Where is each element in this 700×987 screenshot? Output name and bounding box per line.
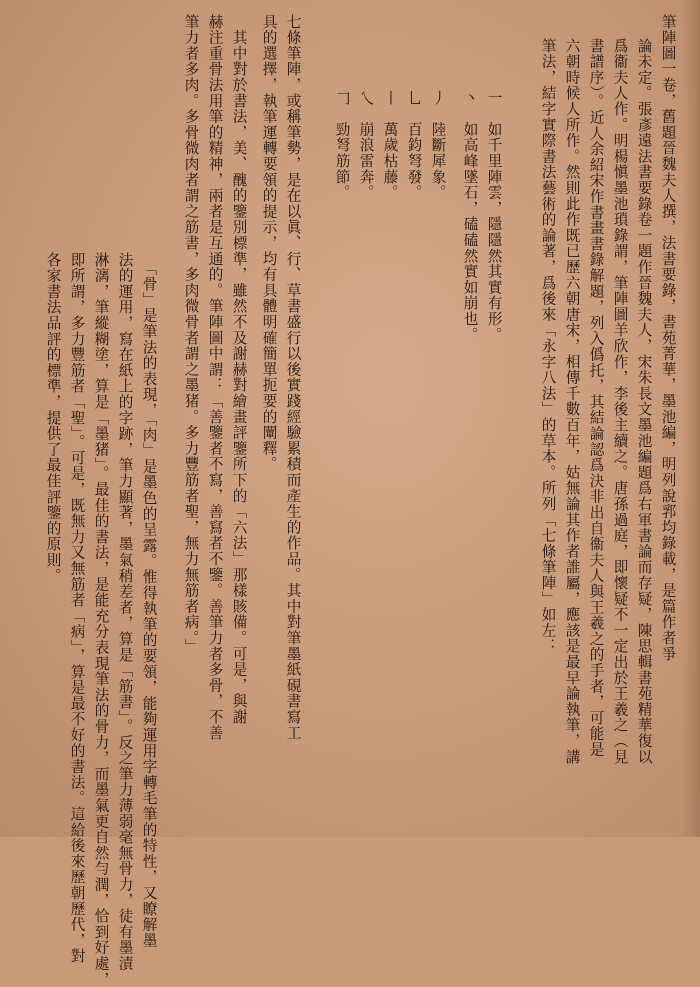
brush-stroke-item: 丨 萬歲枯藤。 [381, 90, 399, 201]
text-column: 筆陣圖一卷，舊題晉魏夫人撰，法書要錄，書苑菁華，墨池編，明列說郛均錄載，是篇作者爭 [659, 14, 677, 662]
text-column: 其中對於書法，美、醜的鑒別標準，雖然不及謝赫對繪畫評鑒所下的「六法」那樣賅備。可是，與謝 [230, 14, 248, 725]
brush-stroke-item: 丿 陸斷犀象。 [429, 90, 447, 201]
text-column: 「骨」是筆法的表現，「肉」是墨色的呈露。惟得執筆的要領，能夠運用字轉毛筆的特性，又瞭解墨 [140, 252, 158, 949]
text-column: 各家書法品評的標準，提供了最佳評鑒的原則。 [44, 252, 62, 584]
brush-stroke-item: 乚 百鈞弩發。 [405, 90, 423, 201]
text-column: 筆力者多肉。多骨微肉者謂之筋書，多肉微骨者謂之墨猪。多力豐筋者聖，無力無筋者病。」 [182, 14, 200, 655]
text-column: 七條筆陣，或稱筆勢，是在以眞、行、草書盛行以後實踐經驗累積而產生的作品。其中對筆墨紙硯書寫工 [284, 14, 302, 741]
text-column: 法的運用，寫在紙上的字跡，筆力顯著，墨氣稍差者，算是「筋書」。反之筆力薄弱毫無骨力，徒有墨漬 [116, 252, 134, 972]
text-column: 赫注重骨法用筆的精神，兩者是互通的。筆陣圖中謂：「善鑒者不寫，善寫者不鑒。善筆力者多骨，不善 [206, 14, 224, 741]
page-edge-shadow [682, 0, 700, 837]
text-column: 筆法，結字實際書法藝術的論著，爲後來「永字八法」的草本。所列「七條筆陣」如左： [539, 38, 557, 655]
brush-stroke-item: 𠃌 勁弩筋節。 [333, 90, 351, 201]
text-column: 具的選擇，執筆運轉要領的提示，均有具體明確簡單扼要的闡釋。 [260, 14, 278, 473]
text-column: 書譜序）。近人余紹宋作書畫書錄解題，列入僞托，其結論認爲決非出自衞夫人與王羲之的手者，可能是 [587, 38, 605, 758]
text-column: 即所謂，多力豐筋者「聖」。可是，既無力又無筋者「病」，算是最不好的書法。這給後來歷朝歷代，對 [68, 252, 86, 965]
text-column: 爲衞夫人作。明楊愼墨池瑣錄謂，筆陣圖羊欣作，李後主續之。唐孫過庭，即懷疑不一定出於王羲之（見 [611, 38, 629, 765]
brush-stroke-item: 丶 如高峰墜石，磕磕然實如崩也。 [461, 90, 479, 343]
brush-stroke-item: 乀 崩浪雷奔。 [357, 90, 375, 201]
text-column: 六朝時候人所作。然則此作既已歷六朝唐宋，相傳千數百年，姑無論其作者誰屬，應該是最早論執筆，講 [563, 38, 581, 765]
text-column: 淋漓，筆縱糊塗，算是「墨猪」。最佳的書法，是能充分表現筆法的骨力，而墨氣更自然勻潤，恰到好處， [92, 252, 110, 987]
brush-stroke-item: 一 如千里陣雲，隱隱然其實有形。 [485, 90, 503, 343]
text-column: 論未定。張彥遠法書要錄卷一題作晉魏夫人，宋朱長文墨池編題爲右軍書論而存疑，陳思輯書苑精華復以 [635, 38, 653, 765]
